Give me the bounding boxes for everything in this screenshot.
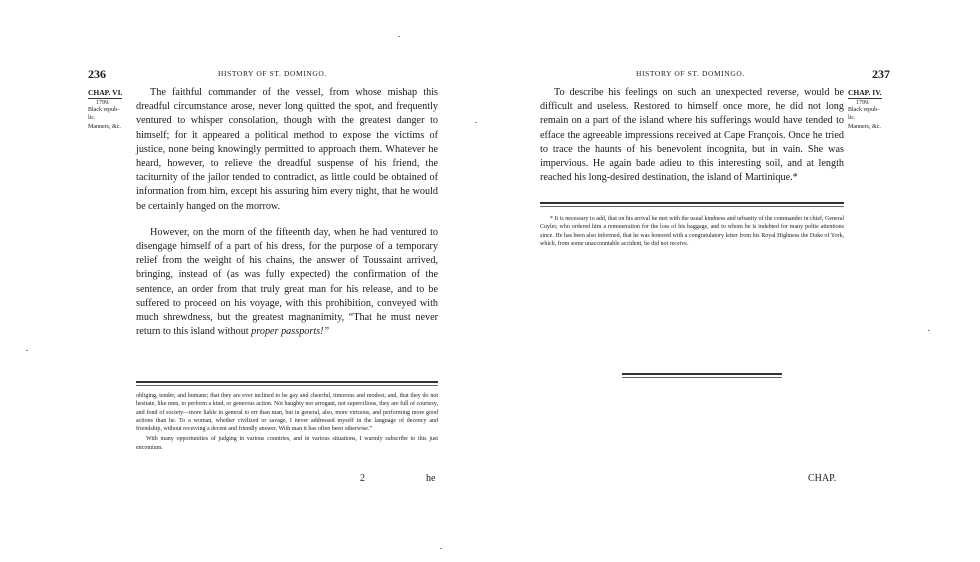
signature-mark: 2 <box>360 473 365 484</box>
italic-phrase: proper passports!” <box>251 326 330 338</box>
catchword: he <box>426 473 436 484</box>
margin-note-black-republic: Black repub-lic. <box>88 107 120 121</box>
paragraph: To describe his feelings on such an unexpected reverse, would be difficult and useless. Restored to himself once more, he did not long remain on a part of the island where his sufferings would have tended to efface the agreeable impressions received at Cape François. Once he tried to trace the haunts of his benevolent incognita, but in vain. She was impervious. He again bade adieu to this interesting soil, and at length reached his long-desired destination, the island of Martinique.* <box>540 87 844 184</box>
footnote-paragraph: With many opportunities of judging in various countries, and in various situations, I warmly subscribe to this just encomium. <box>136 436 438 451</box>
scan-speck <box>475 122 477 123</box>
running-head: HISTORY OF ST. DOMINGO. <box>636 69 745 78</box>
footnote-divider-thin <box>540 206 844 207</box>
catchword: CHAP. <box>808 473 837 484</box>
page-number: 237 <box>872 67 890 81</box>
footnote-divider <box>540 202 844 204</box>
running-head: HISTORY OF ST. DOMINGO. <box>218 69 327 78</box>
main-text <box>540 86 844 185</box>
margin-notes <box>88 89 136 132</box>
margin-year: 1799. <box>856 99 870 106</box>
margin-note-manners: Manners, &c. <box>88 124 121 130</box>
margin-notes <box>848 89 892 132</box>
margin-note-black-republic: Black repub-lic. <box>848 107 880 121</box>
footnote-paragraph: * It is necessary to add, that on his arrival he met with the usual kindness and urbanity of the commander in chief, General Cuyler, who ordered him a remuneration for the loss of his baggage, and to whom he is indebted for many polite attentions since. He has been also informed, that he was honored with a congratulatory letter from his Royal Highness the Duke of York, which, from some unaccountable accident, he did not receive. <box>540 216 844 247</box>
footnote <box>136 392 438 452</box>
scan-speck <box>398 36 400 37</box>
paragraph: The faithful commander of the vessel, from whose mishap this dreadful circumstance arose, never long quitted the spot, and frequently ventured to whisper consolation, though with the greatest danger to himself; for it appeared a political method to expose the victims of justice, none being knowingly permitted to approach them. Whatever he heard, however, to relieve the dreadful suspense of his friend, the taciturnity of the jailor tended to contradict, as little could be obtained of information from him, except his assuring him every night, that he would be certainly hanged on the morrow. <box>136 87 438 212</box>
paragraph-text: However, on the morn of the fifteenth day, when he had ventured to disengage himself of a part of his dress, for the purpose of a temporary relief from the weight of his chains, the answer of Toussaint arrived, bringing, instead of (as was fully expected) the confirmation of the sentence, an order from that truly great man for his release, and to be suffered to proceed on his voyage, with this prohibition, conveyed with much shrewdness, but the greatest magnanimity, “That he must never return to this island without <box>136 226 438 338</box>
margin-chapter: CHAP. VI. <box>88 88 123 97</box>
section-divider-thin <box>622 377 782 378</box>
scan-speck <box>440 548 442 549</box>
footnote-paragraph: obliging, tender, and humane; that they are ever inclined to be gay and cheerful, timorous and modest; and, that they do not hesitate, like men, to perform a kind, or generous action. Not haughty nor arrogant, not supercilious, they are full of courtesy, and fond of society—more liable in general to err than man, but in general, also, more virtuous, and performing more good actions than he. To a woman, whether civilized or savage, I never addressed myself in the language of decency and friendship, without receiving a decent and friendly answer. With man it has often been otherwise.” <box>136 393 438 433</box>
main-text <box>136 86 438 339</box>
right-page <box>490 0 980 562</box>
margin-chapter: CHAP. IV. <box>848 88 882 97</box>
footnote <box>540 215 844 248</box>
footnote-divider <box>136 381 438 383</box>
margin-note-manners: Manners, &c. <box>848 124 881 130</box>
paragraph <box>136 226 438 340</box>
margin-year: 1799. <box>96 99 110 106</box>
scan-speck <box>928 330 930 331</box>
section-divider <box>622 373 782 375</box>
page-number: 236 <box>88 67 106 81</box>
footnote-divider-thin <box>136 385 438 386</box>
scan-speck <box>26 350 28 351</box>
